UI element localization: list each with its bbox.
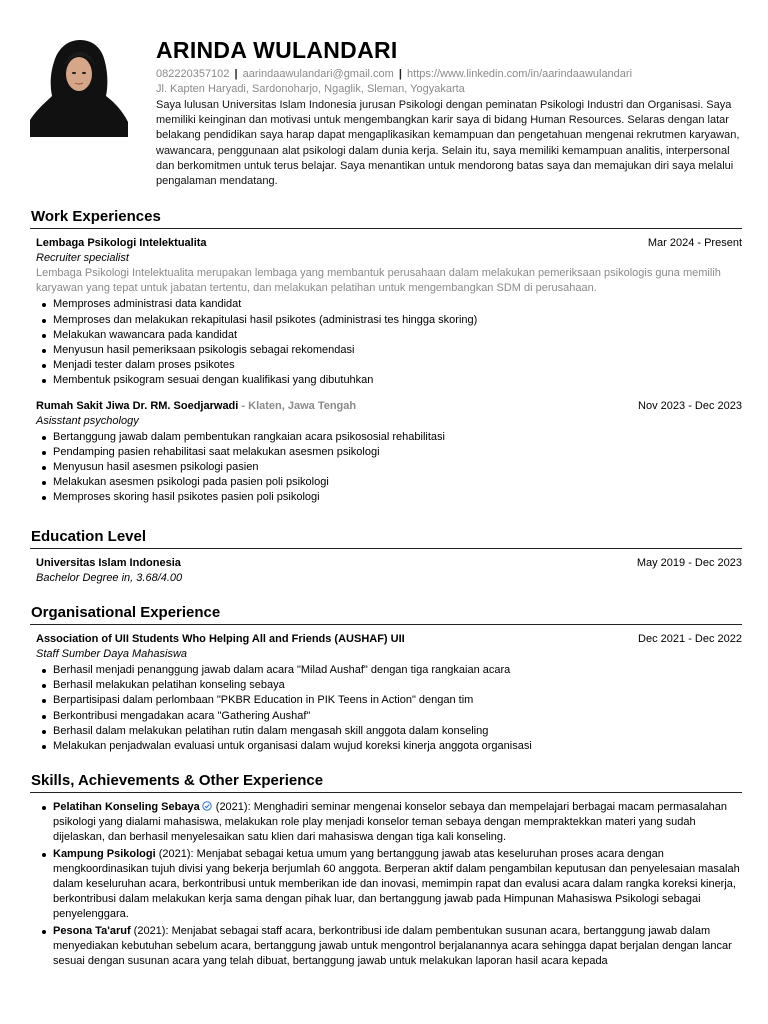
list-item: Bertanggung jawab dalam pembentukan rangkaian acara psikososial rehabilitasi (36, 430, 742, 445)
list-item: Melakukan asesmen psikologi pada pasien poli psikologi (36, 475, 742, 490)
email-link[interactable]: aarindaawulandari@gmail.com (242, 68, 394, 80)
list-item: Menyusun hasil asesmen psikologi pasien (36, 460, 742, 475)
education-entry (30, 556, 742, 586)
list-item: Menjadi tester dalam proses psikotes (36, 358, 742, 373)
work-section (30, 207, 742, 506)
work-bullets (36, 430, 742, 506)
organisation-section (30, 603, 742, 754)
linkedin-link[interactable]: https://www.linkedin.com/in/aarindaawulandari (407, 68, 633, 80)
contact-separator: | (398, 68, 402, 80)
work-date: Mar 2024 - Present (647, 237, 742, 249)
phone-number: 082220357102 (156, 68, 230, 80)
work-org-line (36, 399, 356, 414)
profile-photo (30, 38, 128, 137)
list-item: Memproses dan melakukan rekapitulasi hasil psikotes (administrasi tes hingga skoring) (36, 313, 742, 328)
organisation-org: Association of UII Students Who Helping All and Friends (AUSHAF) UII (36, 633, 405, 645)
education-date: May 2019 - Dec 2023 (636, 557, 742, 569)
skill-year: (2021): (212, 801, 254, 813)
profile-summary: Saya lulusan Universitas Islam Indonesia jurusan Psikologi dengan peminatan Psikologi Industri dan Organisasi. Saya memiliki keinginan dan motivasi untuk mengembangkan karir saya di bidang Human Resources. Selaras dengan latar belakang pendidikan saya harap dapat mengaplikasikan kemampuan dan pengetahuan mengenai rekrutmen karyawan, wawancara, penggunaan alat psikologi dalam dunia kerja. Selain itu, saya memiliki kemampuan analitis, interpersonal dan berkomitmen untuk terus belajar. Saya menantikan untuk mendorong batas saya dan memajukan diri saya melalui pengalaman mendatang. (156, 99, 740, 188)
work-org: Lembaga Psikologi Intelektualita (36, 237, 207, 249)
contact-separator: | (234, 68, 238, 80)
skill-year: (2021): (130, 924, 172, 937)
list-item: Memproses administrasi data kandidat (36, 297, 742, 312)
work-bullets (36, 297, 742, 388)
list-item: Berpartisipasi dalam perlombaan "PKBR Education in PIK Teens in Action" dengan tim (36, 693, 742, 708)
section-title-skills: Skills, Achievements & Other Experience (30, 771, 742, 793)
work-role: Asisstant psychology (36, 414, 139, 427)
skills-section (30, 771, 742, 970)
contact-line (156, 67, 746, 82)
skill-name: Pesona Ta'aruf (53, 924, 131, 937)
organisation-bullets (36, 663, 742, 754)
address: Jl. Kapten Haryadi, Sardonoharjo, Ngaglik, Sleman, Yogyakarta (156, 83, 465, 95)
list-item: Menyusun hasil pemeriksaan psikologis sebagai rekomendasi (36, 343, 742, 358)
list-item: Melakukan wawancara pada kandidat (36, 328, 742, 343)
education-degree: Bachelor Degree in, 3.68/4.00 (36, 572, 183, 584)
work-org: Rumah Sakit Jiwa Dr. RM. Soedjarwadi (36, 399, 239, 412)
skill-item (36, 924, 742, 970)
list-item: Membentuk psikogram sesuai dengan kualifikasi yang dibutuhkan (36, 373, 742, 388)
list-item: Melakukan penjadwalan evaluasi untuk organisasi dalam wujud koreksi kinerja anggota organisasi (36, 739, 742, 754)
list-item: Berhasil dalam melakukan pelatihan rutin dalam mengasah skill anggota dalam konseling (36, 724, 742, 739)
skill-name: Kampung Psikologi (53, 847, 156, 860)
header-text (156, 36, 746, 189)
skill-year: (2021): (155, 847, 197, 860)
work-entry (30, 399, 742, 506)
skill-item (36, 800, 742, 846)
organisation-role: Staff Sumber Daya Mahasiswa (36, 648, 188, 660)
list-item: Memproses skoring hasil psikotes pasien poli psikologi (36, 490, 742, 505)
work-role: Recruiter specialist (36, 252, 129, 264)
section-title-organisation: Organisational Experience (30, 603, 742, 625)
skill-item (36, 847, 742, 923)
work-description: Lembaga Psikologi Intelektualita merupakan lembaga yang membantuk perusahaan dalam melakukan pemeriksaan psikologis guna memilih karyawan yang tepat untuk jabatan tertentu, dan melakukan pelatihan untuk mengembangkan SDM di perusahaan. (36, 267, 721, 295)
work-entry (30, 236, 742, 389)
list-item: Pendamping pasien rehabilitasi saat melakukan asesmen psikologi (36, 445, 742, 460)
check-circle-icon (202, 801, 212, 811)
skill-text: Menghadiri seminar mengenai konselor sebaya dan mempelajari berbagai macam permasalahan psikologi yang dialami mahasiswa, melakukan role play menjadi konselor teman sebaya dengan mempraktekkan materi yang sudah dijelaskan, dan berhasil menyelesaikan satu klien dari mahasiswa dengan tiga kali konseling. (53, 801, 727, 844)
skill-text: Menjabat sebagai ketua umum yang bertanggung jawab atas keseluruhan proses acara dengan mengkoordinasikan tujuh divisi yang bekerja berjumlah 60 anggota. Berperan aktif dalam pengambilan keputusan dan penyelesaian masalah dalam keseluruhan acara, berkontribusi untuk memberikan ide dan inovasi, memimpin rapat dan evalusi acara dalam rangka koreksi kinerja, berkontribusi dalam melakukan kerja sama dengan pihak luar, dan bertanggung jawab pada Himpunan Mahasiswa Psikologi sebagai penyelenggara. (53, 847, 740, 921)
list-item: Berhasil menjadi penanggung jawab dalam acara "Milad Aushaf" dengan tiga rangkaian acara (36, 663, 742, 678)
education-org: Universitas Islam Indonesia (36, 557, 181, 569)
list-item: Berhasil melakukan pelatihan konseling sebaya (36, 678, 742, 693)
skill-name: Pelatihan Konseling Sebaya (53, 801, 200, 813)
section-title-work: Work Experiences (30, 207, 742, 229)
work-location: - Klaten, Jawa Tengah (238, 399, 357, 412)
list-item: Berkontribusi mengadakan acara "Gathering Aushaf" (36, 709, 742, 724)
organisation-entry (30, 632, 742, 754)
section-title-education: Education Level (30, 527, 742, 549)
education-section (30, 527, 742, 586)
skill-text: Menjabat sebagai staff acara, berkontribusi ide dalam pembentukan susunan acara, bertanggung jawab dalam menyediakan kebutuhan sebelum acara, bertanggung jawab untuk mengontrol berjalanannya acara sehingga dapat berjalan dengan lancar sesuai dengan susunan acara yang telah dibuat, bertanggung jawab untuk melakukan laporan hasil acara kepada (53, 924, 732, 968)
candidate-name: ARINDA WULANDARI (156, 37, 398, 63)
work-date: Nov 2023 - Dec 2023 (638, 399, 742, 412)
skills-list (30, 800, 742, 969)
resume-header (30, 36, 740, 196)
organisation-date: Dec 2021 - Dec 2022 (638, 633, 742, 645)
